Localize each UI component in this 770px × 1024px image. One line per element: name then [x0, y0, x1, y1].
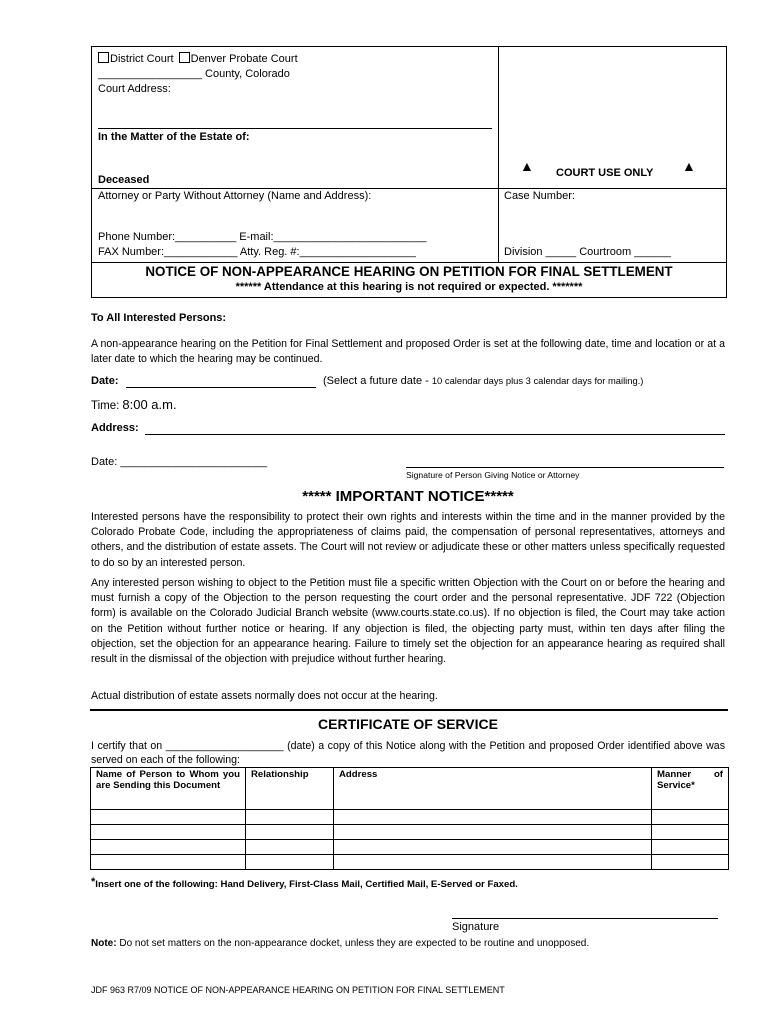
- time-label: Time:: [91, 400, 120, 412]
- column-header-address: Address: [334, 768, 652, 810]
- table-cell[interactable]: [652, 825, 729, 840]
- table-row: [91, 825, 729, 840]
- column-header-relationship: Relationship: [246, 768, 334, 810]
- note-text: Do not set matters on the non-appearance docket, unless they are expected to be routine and unopposed.: [116, 938, 590, 949]
- division-line: Division _____ Courtroom ______: [504, 246, 671, 258]
- table-cell[interactable]: [334, 825, 652, 840]
- date-note-b: 10 calendar days plus 3 calendar days for mailing.): [431, 375, 644, 386]
- deceased-label: Deceased: [98, 174, 150, 186]
- certificate-text: I certify that on ____________________ (date) a copy of this Notice along with the Petition and proposed Order identified above was served on each of the following:: [91, 740, 725, 766]
- column-header-name: Name of Person to Whom you are Sending this Document: [91, 768, 246, 810]
- court-use-only: COURT USE ONLY: [556, 167, 654, 179]
- case-number-label: Case Number:: [504, 190, 575, 202]
- caption-rule-2: [91, 262, 727, 263]
- phone-line: Phone Number:__________ E-mail:_________________________: [98, 231, 427, 243]
- denver-probate-checkbox[interactable]: [179, 52, 190, 63]
- court-address-label: Court Address:: [98, 83, 171, 95]
- district-court-checkbox[interactable]: [98, 52, 109, 63]
- table-cell[interactable]: [652, 840, 729, 855]
- column-header-manner: Manner of Service*: [652, 768, 729, 810]
- address-label: Address:: [91, 422, 139, 434]
- fax-line: FAX Number:____________ Atty. Reg. #:___________________: [98, 246, 416, 258]
- table-cell[interactable]: [334, 840, 652, 855]
- salutation: To All Interested Persons:: [91, 312, 227, 324]
- district-court-label: District Court: [110, 53, 174, 65]
- attorney-signature-label: Signature of Person Giving Notice or Attorney: [406, 470, 580, 480]
- table-cell[interactable]: [652, 810, 729, 825]
- page-subtitle: ****** Attendance at this hearing is not required or expected. *******: [235, 281, 583, 293]
- server-signature-rule: [452, 918, 718, 919]
- court-options: [98, 52, 298, 65]
- table-cell[interactable]: [246, 840, 334, 855]
- caption-rule-1: [91, 188, 727, 189]
- table-cell[interactable]: [246, 855, 334, 870]
- table-cell[interactable]: [652, 855, 729, 870]
- server-signature-label: Signature: [452, 921, 500, 933]
- time-row: [91, 397, 177, 412]
- table-cell[interactable]: [91, 810, 246, 825]
- service-table: [90, 767, 729, 870]
- date-label: Date:: [91, 375, 119, 387]
- up-triangle-icon: ▲: [682, 158, 696, 174]
- signature-date: Date: ________________________: [91, 456, 268, 468]
- table-header-row: [91, 768, 729, 810]
- county-line: _________________ County, Colorado: [98, 68, 290, 80]
- important-heading: ***** IMPORTANT NOTICE*****: [302, 488, 514, 505]
- table-row: [91, 855, 729, 870]
- page-footer: JDF 963 R7/09 NOTICE OF NON-APPEARANCE HEARING ON PETITION FOR FINAL SETTLEMENT: [91, 985, 505, 995]
- important-paragraph-2: Any interested person wishing to object to the Petition must file a specific written Objection with the Court on or before the hearing and must furnish a copy of the Objection to the person requesting the court order and the personal representative. JDF 722 (Objection form) is available on the Colorado Judicial Branch website (www.courts.state.co.us). If no objection is filed, the Court may take action on the Petition without further notice or hearing. If any objection is filed, the objecting party must, within ten days after filing the objection, set the objection for an appearance hearing. Failure to timely set the objection for an appearance hearing as required shall result in the dismissal of the objection with prejudice without further hearing.: [91, 577, 725, 666]
- matter-label: In the Matter of the Estate of:: [98, 131, 250, 143]
- table-cell[interactable]: [91, 855, 246, 870]
- note-line: [91, 938, 589, 949]
- footnote-text: Insert one of the following: Hand Delivery, First-Class Mail, Certified Mail, E-Served or Faxed.: [95, 879, 518, 890]
- table-cell[interactable]: [246, 810, 334, 825]
- table-cell[interactable]: [91, 840, 246, 855]
- up-triangle-icon: ▲: [520, 158, 534, 174]
- intro-paragraph: A non-appearance hearing on the Petition for Final Settlement and proposed Order is set at the following date, time and location or at a later date to which the hearing may be continued.: [91, 338, 725, 366]
- certificate-heading: CERTIFICATE OF SERVICE: [318, 716, 498, 732]
- attorney-signature-rule: [406, 467, 724, 468]
- table-row: [91, 840, 729, 855]
- caption-divider: [498, 46, 499, 263]
- court-address-rule: [98, 128, 492, 129]
- section-divider: [90, 709, 728, 711]
- footnote-mark: *: [91, 876, 96, 888]
- attorney-label: Attorney or Party Without Attorney (Name and Address):: [98, 190, 372, 202]
- table-row: [91, 810, 729, 825]
- denver-probate-label: Denver Probate Court: [190, 53, 298, 65]
- service-footnote: [91, 876, 518, 890]
- date-note-a: (Select a future date -: [323, 375, 432, 387]
- date-rule: [126, 387, 316, 388]
- address-rule: [145, 434, 725, 435]
- important-paragraph-3: Actual distribution of estate assets normally does not occur at the hearing.: [91, 690, 438, 702]
- table-cell[interactable]: [334, 810, 652, 825]
- page-title: NOTICE OF NON-APPEARANCE HEARING ON PETITION FOR FINAL SETTLEMENT: [145, 264, 673, 279]
- date-note: [323, 375, 643, 387]
- table-cell[interactable]: [91, 825, 246, 840]
- note-label: Note:: [91, 938, 117, 949]
- table-cell[interactable]: [246, 825, 334, 840]
- important-paragraph-1: Interested persons have the responsibility to protect their own rights and interests within the time and in the manner provided by the Colorado Probate Code, including the appropriateness of claims paid, the compensation of personal representatives, attorneys and others, and the distribution of estate assets. The Court will not review or adjudicate these or other matters unless specifically requested to do so by an interested person.: [91, 511, 725, 569]
- time-value: 8:00 a.m.: [122, 397, 177, 412]
- table-cell[interactable]: [334, 855, 652, 870]
